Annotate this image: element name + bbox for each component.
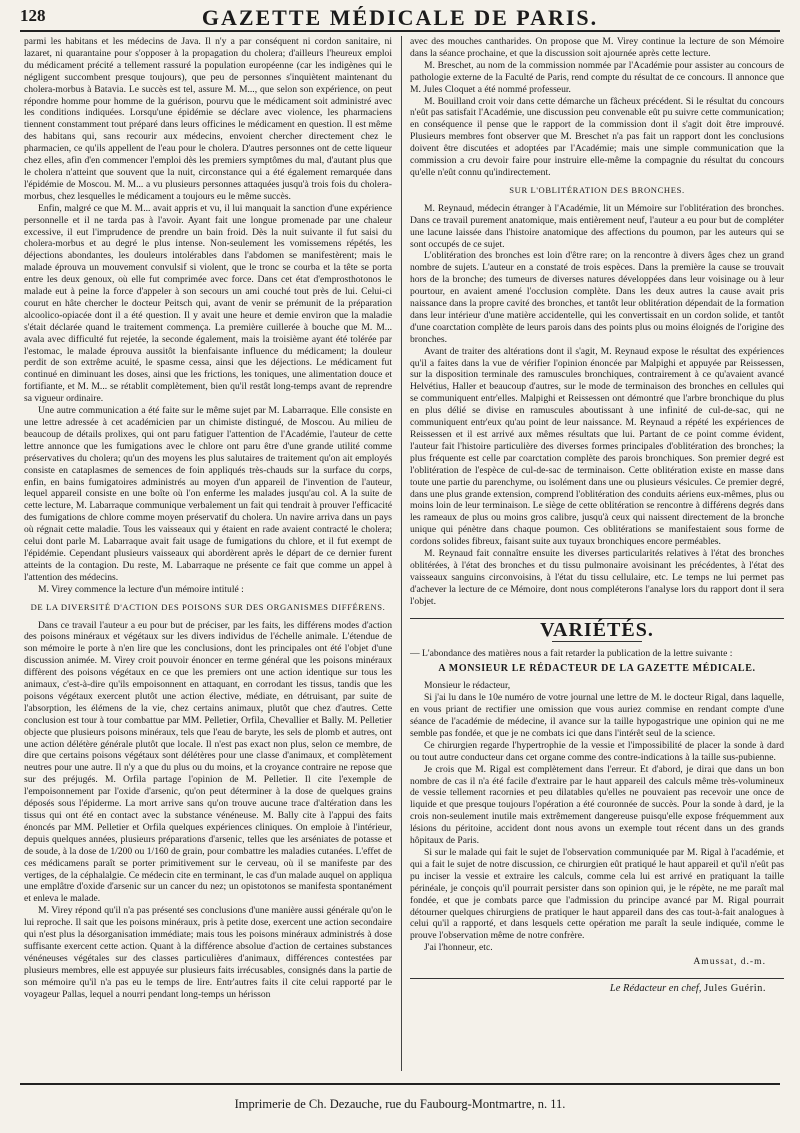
article-paragraph: avec des mouches cantharides. On propose que M. Virey continue la lecture de son Mémoire dans la séance prochaine, et que la discussion soit ajournée après cette lecture. xyxy=(410,36,784,59)
article-paragraph: M. Bouilland croit voir dans cette démarche un fâcheux précédent. Si le résultat du concours n'eût pas satisfait l'Académie, une discussion peu convenable eût pu suivre cette communication; en conséquence il pense que le rapport de la commission dont il s'agit doit être improuvé. Plusieurs membres font observer que M. Breschet n'a pas fait un rapport dont les conclusions doivent être discutées et adoptées par l'Académie; mais une simple communication que la commission a cru devoir faire pour instruire elle-même la compagnie du résultat du concours qu'elle n'eût connu qu'indirectement. xyxy=(410,95,784,178)
letter-paragraph: Si sur le malade qui fait le sujet de l'observation communiquée par M. Rigal à l'académie, et qui a fait le sujet de notre discussion, ce chirurgien eût pratiqué le haut appareil et qu'il n'eût pas pu inciser la vessie et extraire les calculs, comme cela lui est arrivé en pratiquant la taille périnéale, je conçois qu'il pourrait persister dans son opinion qui, je le répète, ne me paraît mal fondée, et que je combats parce que l'admission du principe avancé par M. Rigal pourrait détourner quelques chirurgiens de pratiquer le haut appareil dans des cas tout-à-fait analogues à celui qu'il a rapporté, et dans lesquels cette opération me paraît la seule indiquée, comme le prouve l'observation même de notre confrère. xyxy=(410,847,784,942)
right-column xyxy=(410,36,784,1071)
varietes-heading: VARIÉTÉS. xyxy=(540,618,654,641)
letter-paragraph: Ce chirurgien regarde l'hypertrophie de la vessie et l'impossibilité de placer la sonde à dard ou tout autre conducteur dans cet organe comme des contre-indications à la taille sus-pubienne. xyxy=(410,739,784,763)
editor-name: Jules Guérin. xyxy=(704,983,766,995)
article-paragraph: Enfin, malgré ce que M. M... avait appris et vu, il lui manquait la sanction d'une expérience personnelle et il ne tarda pas à l'avoir. Ayant fait une longue promenade par une chaleur excessive, il eut l'imprudence de prendre un bain froid. Dès la nuit suivante il fut saisi du cholera-morbus et au degré le plus intense. Non-seulement les vomissemens répétés, les déjections abondantes, les douleurs intolérables dans l'abdomen se manifestèrent; mais le malade éprouva un mouvement convulsif si violent, que le tronc se courba et la tête se porta entre les deux genoux, où elle fut comprimée avec force. Dans cet état d'emprosthotonos le malade eut à peine la force d'appeler à son secours un ami couché tout près de lui. Celui-ci courut en hâte chercher le docteur Peitsch qui, avant de venir se prémunit de la préparation alcoolico-opiacée dont il a été question. Il y avait une heure et demie environ que la maladie s'était déclarée quand le traitement commença. La première cuillerée à bouche que M. M... avala avec difficulté fut rejetée, la seconde également, mais la troisième ayant été tolérée par l'estomac, le malade éprouva aussitôt la bienfaisante influence du médicament; la douleur perdit de son extrême acuité, le spasme cessa, ainsi que les déjections. Le médicament fut continué en diminuant les doses, ainsi que les frictions, les toniques, une alimentation douce et fortifiante, et M. M... se rétablit complètement, bien qu'il restât long-temps avant de reprendre sa vigueur ordinaire. xyxy=(24,202,392,405)
section-heading-bronches: SUR L'OBLITÉRATION DES BRONCHES. xyxy=(509,184,685,195)
letter-paragraph: Si j'ai lu dans le 10e numéro de votre journal une lettre de M. le docteur Rigal, dans laquelle, en vous priant de rectifier une omission que vous auriez commise en rendant compte d'une séance de l'académie de médecine, il avance sur la taille hypogastrique une opinion qui ne me semble pas fondée, et que je ne combats ici que dans l'intérêt seul de la science. xyxy=(410,692,784,739)
article-paragraph: L'oblitération des bronches est loin d'être rare; on la rencontre à divers âges chez un grand nombre de sujets. L'auteur en a constaté de trois espèces. Dans la première la cause se trouvait hors de la bronche; des tumeurs de diverses natures développées dans leur voisinage ou à leur pourtour, en avaient amené l'occlusion complète. Dans les deux autres la cause avait pris naissance dans la propre cavité des bronches, et tantôt leur oblitération dépendait de la formation dans leur intérieur d'une matière accidentelle, qui les convertissait en un cordon solide, et tantôt d'une coarctation complète de leurs parois dans des points plus ou moins éloignés de l'origine des bronches. xyxy=(410,250,784,345)
editor-signature xyxy=(410,983,784,995)
page-number: 128 xyxy=(20,6,46,25)
article-paragraph: Avant de traiter des altérations dont il s'agit, M. Reynaud expose le résultat des expériences qu'il a faites dans la vue de vérifier l'opinion énoncée par Malpighi et appuyée par Reissessen, sur la disposition terminale des ramuscules bronchiques, contrairement à ce qu'avaient avancé Helvétius, Haller et beaucoup d'autres, sur le mode de terminaison des bronches en cellules qui se communiquent entr'elles. Malpighi et Reissessen ont démontré que l'arbre bronchique du plus en plus délié se divise en ramuscules aboutissant à une infinité de cul-de-sac, qui ne communiquent entr'eux qu'au point de leur naissance. M. Reynaud a répété les expériences de Reissessen et il est arrivé aux mêmes résultats que lui. Partant de ce point comme évident, l'auteur fait l'histoire particulière des diverses formes principales d'oblitération des bronches; la plus fréquente est celle par coarctation complète des parois bronchiques. Son premier degré est l'oblitération de l'espèce de cul-de-sac de terminaison. Cette oblitération existe en masse dans toute une partie du parenchyme, ou isolément dans une ou plusieurs vésicules. Ce premier degré, dans une plus grande extension, comprend l'oblitération des conduits aériens eux-mêmes, plus ou moins loin de leur terminaison. Le siège de cette oblitération se rencontre à différens degrés dans les rameaux de plus ou moins gros calibre, jusqu'à ceux qui naissent directement de la bronche unique qui pénètre dans chaque poumon. Ces oblitérations se manifestaient sous forme de cordons solides fibreux, faisant suite aux tuyaux bronchiques encore perméables. xyxy=(410,345,784,548)
article-paragraph: Une autre communication a été faite sur le même sujet par M. Labarraque. Elle consiste en une lettre adressée à cet académicien par un chimiste distingué, de Moscou. Au milieu de beaucoup de détails prolixes, qui ont paru fatiguer l'attention de l'Académie, l'auteur de cette lettre annonce que les fumigations avec le chlore ont paru être d'une grande utilité comme préservatives du cholera; qu'un des moyens les plus salutaires de traitement qu'on ait employés consiste en cataplasmes de semences de foin appliqués très-chauds sur la surface du corps, enfin, en bains fumigatoires administrés au moyen d'un appareil de l'invention de l'auteur, lequel appareil consiste en une boîte où l'on enferme les malades jusqu'au col. A la suite de cette lecture, M. Labarraque communique verbalement un fait qui tendrait à prouver l'efficacité des fumigations de chlore comme moyen préservatif du cholera. Un navire arriva dans un pays où régnait cette maladie. Tous les vaisseaux qui y étaient en rade avaient contracté le cholera; celui dont parle M. Labarraque avait fait usage de fumigations du chlore, et il fut exempt de l'épidémie. Cependant plusieurs vaisseaux qui abordèrent après le départ de ce dernier furent atteints de la contagion. Du reste, M. Labarraque ne présente ce fait que comme un appel à l'attention des médecins. xyxy=(24,405,392,583)
section-heading-poisons: DE LA DIVERSITÉ D'ACTION DES POISONS SUR DES ORGANISMES DIFFÉRENS. xyxy=(30,601,386,612)
article-paragraph: Dans ce travail l'auteur a eu pour but de préciser, par les faits, les différens modes d'action des poisons minéraux et végétaux sur les divers individus de l'échelle animale. L'étendue de son mémoire le porte à n'en lire que les conclusions, dont les principales ont été l'objet d'une discussion animée. M. Virey croit pouvoir énoncer en terme général que les poisons minéraux diffèrent des poisons végétaux en ce que les premiers ont une action identique sur tous les animaux, c'est-à-dire qu'ils empoisonnent en attaquant, en corrodant les tissus, tandis que les poisons végétaux exercent plutôt une action élective, médiate, en détruisant, par suite de l'absorption, les élémens de la vie, chez certains animaux, plutôt que chez d'autres. Cette conclusion est tour à tour combattue par MM. Pelletier, Orfila, Chevallier et Bally. M. Pelletier objecte que plusieurs poisons minéraux, tels que l'eau de baryte, les sels de plomb et autres, ont une action délétère générale plutôt que locale. Il n'est pas exact non plus, selon ce membre, de dire que certains poisons végétaux sont délétères pour une classe d'animaux, et complètement neutres pour une autre. Il n'y a que du plus ou du moins, et la croyance contraire ne repose que sur des préjugés. M. Orfila partage l'opinion de M. Pelletier. Il cite l'exemple de l'empoisonnement par l'oxide d'arsenic, qu'on peut déterminer à la dose de quelques grains déposés sous l'épiderme. La mort arrive sans qu'on trouve aucune trace d'altération dans les tissus qui ont été en contact avec la substance vénéneuse. M. Bally cite à l'appui des faits énoncés par MM. Pelletier et Orfila quelques expériences cliniques. On emploie à l'intérieur, depuis quelques années, plusieurs préparations d'arsenic, telles que les arséniates de potasse et de soude, à la dose de 1/200 ou 1/160 de grain, pour combattre les maladies cutanées. L'effet de ces médicamens paraît se porter primitivement sur le cerveau, où il se manifeste par des vertiges, de la céphalalgie. Ce médecin cite en terminant, le cas d'un malade auquel on appliqua une emplâtre d'oxide d'arsenic sur un cancer du nez; un opistotonos se manifesta spontanément et enleva le malade. xyxy=(24,619,392,905)
article-paragraph: M. Virey répond qu'il n'a pas présenté ses conclusions d'une manière aussi générale qu'on le lui reproche. Il sait que les poisons minéraux, pris à petite dose, exercent une action secondaire qui n'est plus la désorganisation immédiate; mais tous les poisons minéraux administrés à dose suffisante exercent cette action. Quant à la différence absolue d'action de certaines substances vénéneuses végétales sur des classes particulières d'animaux, différences contestées par plusieurs membres, elle est appuyée sur plusieurs faits irrécusables, consignés dans la partie de son mémoire qu'il n'a pas eu le temps de lire. Entr'autres faits il cite celui rapporté par le voyageur Pallas, lequel a nourri pendant long-temps un hérisson xyxy=(24,905,392,1000)
left-column xyxy=(24,36,392,1071)
article-paragraph: M. Reynaud fait connaître ensuite les diverses particularités relatives à l'état des bronches oblitérées, à l'état des bronches et du tissu pulmonaire avoisinant les précédentes, à l'état des vaisseaux sanguins circonvoisins, à l'état du tissu cellulaire, etc. Le temps ne lui permet pas d'achever la lecture de ce Mémoire, dont nous compléterons l'analyse lors du rapport dont il sera l'objet. xyxy=(410,548,784,607)
article-paragraph: M. Reynaud, médecin étranger à l'Académie, lit un Mémoire sur l'oblitération des bronches. Dans ce travail purement anatomique, mais entièrement neuf, l'auteur a eu pour but de compléter une lacune laissée dans l'histoire anatomique des affections du poumon, par les auteurs qui se sont occupés de ce sujet. xyxy=(410,202,784,250)
editor-label: Le Rédacteur en chef, xyxy=(609,983,702,995)
article-paragraph: M. Breschet, au nom de la commission nommée par l'Académie pour assister au concours de pathologie externe de la Faculté de Paris, rend compte du résultat de ce concours. Il annonce que M. Jules Cloquet a été nommé professeur. xyxy=(410,59,784,95)
article-paragraph: parmi les habitans et les médecins de Java. Il n'y a par conséquent ni cordon sanitaire, ni lazaret, ni quarantaine pour s'opposer à la propagation du cholera; d'ailleurs l'heureux emploi du médicament précité a tellement rassuré la population européenne (car les indigènes qui le négligent succombent presque toujours), que peu de personnes s'inquiètent maintenant du cholera-morbus à Batavia. Le succès est tel, assure M. M..., que selon son expérience, on peut répondre homme pour homme de la guérison, pourvu que le médicament soit administré avec les conditions indiquées. Lorsqu'une épidémie se déclare avec violence, les pharmaciens tiennent constamment tout préparé dans leurs officines le médicament en question. Il est même des habitans qui, sans recourir aux médecins, envoient chercher directement chez le pharmacien, ce qu'ils appellent de l'eau pour le cholera. D'autres personnes ont de cette liqueur chez elles, afin d'en commencer l'emploi dès les premiers symptômes du mal, d'autant plus que le cholera n'atteint que souvent que la nuit, circonstance qui a été également remarquée dans l'épidémie de Moscou. M. M... a vu plusieurs personnes attaquées jusqu'à trois fois du cholera-morbus, chez lesquelles le médicament a toujours eu le même succès. xyxy=(24,36,392,202)
heading-underline xyxy=(552,641,642,642)
column-divider xyxy=(401,36,402,1071)
varietes-intro: — L'abondance des matières nous a fait retarder la publication de la lettre suivante : xyxy=(410,647,733,659)
signature-divider xyxy=(410,978,784,979)
article-paragraph: M. Virey commence la lecture d'un mémoire intitulé : xyxy=(38,583,244,595)
letter-signature xyxy=(410,956,784,968)
masthead xyxy=(20,6,780,32)
letter-closing: J'ai l'honneur, etc. xyxy=(424,942,493,954)
letter-paragraph: Je crois que M. Rigal est complètement dans l'erreur. Et d'abord, je dirai que dans un bon nombre de cas il n'a été facile d'extraire par le haut appareil des calculs même très-volumineux de vessie tellement racornies et peu dilatables qu'elles ne pouvaient pas recevoir une once de liquide et que presque toujours l'opération a été couronnée de succès. Pour la sonde à dard, je la crois non-seulement inutile mais extrêmement dangereuse puisqu'elle expose fréquemment aux lésions du péritoine, accident dont nous avons un exemple tout récent dans un des grands hôpitaux de Paris. xyxy=(410,763,784,847)
printer-imprint: Imprimerie de Ch. Dezauche, rue du Faubourg-Montmartre, n. 11. xyxy=(20,1083,780,1119)
newspaper-title: GAZETTE MÉDICALE DE PARIS. xyxy=(201,5,599,30)
signature-name: Amussat, d.-m. xyxy=(693,956,766,968)
letter-heading: A MONSIEUR LE RÉDACTEUR DE LA GAZETTE MÉDICALE. xyxy=(438,663,756,675)
letter-salutation: Monsieur le rédacteur, xyxy=(424,680,511,692)
